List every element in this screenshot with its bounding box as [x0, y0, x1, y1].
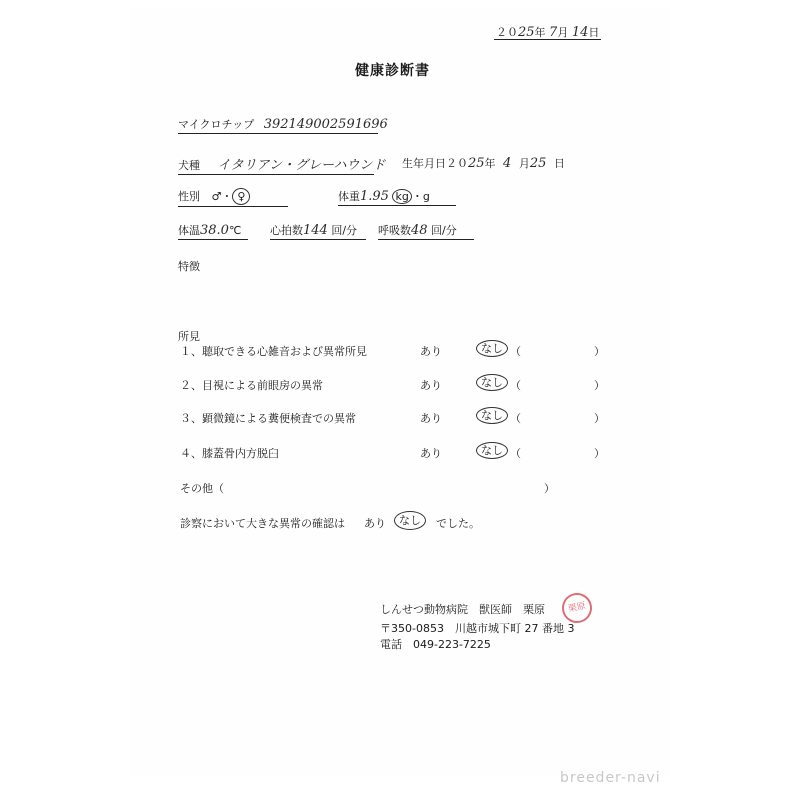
- microchip-row: [178, 116, 388, 134]
- date-day-suffix: 日: [588, 26, 600, 39]
- date-year-prefix: ２０: [496, 26, 518, 39]
- finding-paren-open: （: [510, 412, 521, 425]
- other-label: その他（: [180, 482, 224, 495]
- issue-date: [494, 24, 601, 40]
- birth-label: 生年月日２０: [402, 157, 468, 170]
- finding-yes: あり: [420, 345, 442, 358]
- birth-day-suffix: 日: [553, 157, 565, 170]
- features-label: 特徴: [178, 260, 200, 273]
- temperature-unit: ℃: [228, 224, 242, 237]
- finding-text: ３、顕微鏡による糞便検査での異常: [180, 412, 356, 425]
- respiration-row: [378, 222, 474, 240]
- conclusion-prefix: 診察において大きな異常の確認は: [180, 517, 345, 530]
- sex-label: 性別: [178, 190, 200, 203]
- conclusion-suffix: でした。: [436, 517, 480, 530]
- weight-label: 体重: [338, 190, 360, 203]
- clinic-address: 〒350-0853 川越市城下町 27 番地 3: [380, 622, 575, 635]
- conclusion-no: なし: [399, 514, 421, 527]
- respiration-unit: 回/分: [431, 224, 457, 237]
- temperature-row: [178, 222, 248, 240]
- respiration-value: 48: [411, 223, 428, 238]
- sex-male: ♂: [211, 190, 222, 203]
- finding-text: ２、目視による前眼房の異常: [180, 379, 323, 392]
- sex-female-circled: [232, 188, 250, 205]
- birth-month-suffix: 月: [518, 157, 530, 170]
- watermark: breeder-navi: [560, 770, 661, 786]
- microchip-value: 392149002591696: [263, 117, 388, 132]
- date-year-suffix: 年: [534, 26, 546, 39]
- finding-row: [180, 445, 610, 461]
- finding-paren-open: （: [510, 447, 521, 460]
- breed-row: [178, 154, 386, 175]
- respiration-label: 呼吸数: [378, 224, 411, 237]
- breed-label: 犬種: [178, 159, 200, 172]
- finding-no: なし: [481, 409, 503, 422]
- finding-no: なし: [481, 444, 503, 457]
- finding-no: なし: [481, 376, 503, 389]
- conclusion-yes: あり: [364, 517, 386, 530]
- conclusion-row: [180, 515, 510, 533]
- conclusion-no-circled: [394, 511, 426, 530]
- finding-yes: あり: [420, 447, 442, 460]
- clinic-name: しんせつ動物病院 獣医師 栗原: [380, 603, 545, 616]
- health-certificate: [130, 8, 670, 776]
- finding-yes: あり: [420, 412, 442, 425]
- clinic-phone: 電話 049-223-7225: [380, 638, 491, 651]
- finding-no-circled: [476, 374, 508, 391]
- finding-row: [180, 343, 610, 359]
- finding-paren-open: （: [510, 379, 521, 392]
- date-year: 25: [518, 25, 535, 40]
- breed-value: イタリアン・グレーハウンド: [217, 158, 386, 173]
- finding-row: [180, 377, 610, 393]
- microchip-label: マイクロチップ: [178, 118, 255, 131]
- heart-rate-label: 心拍数: [270, 224, 303, 237]
- weight-dot: ・: [411, 190, 423, 203]
- finding-paren-open: （: [510, 345, 521, 358]
- weight-kg-circled: [392, 189, 411, 204]
- heart-rate-row: [270, 222, 366, 240]
- weight-unit-g: g: [422, 190, 430, 203]
- seal-text: 栗原: [567, 600, 587, 615]
- other-row: [180, 480, 560, 496]
- weight-value: 1.95: [360, 189, 389, 204]
- finding-paren-close: ）: [594, 379, 605, 392]
- sex-female: ♀: [237, 190, 246, 203]
- weight-row: [338, 188, 456, 206]
- birth-row: [402, 155, 565, 171]
- heart-rate-value: 144: [303, 223, 328, 238]
- date-month-suffix: 月: [557, 26, 569, 39]
- finding-no-circled: [476, 407, 508, 424]
- birth-year-suffix: 年: [484, 157, 496, 170]
- temperature-value: 38.0: [200, 223, 229, 238]
- finding-row: [180, 410, 610, 426]
- finding-no-circled: [476, 442, 508, 459]
- sex-row: [178, 188, 288, 207]
- finding-paren-close: ）: [594, 412, 605, 425]
- finding-yes: あり: [420, 379, 442, 392]
- birth-day: 25: [529, 156, 547, 171]
- finding-no-circled: [476, 340, 508, 357]
- date-day: 14: [571, 25, 589, 40]
- birth-month: 4: [503, 156, 512, 171]
- other-paren-close: ）: [544, 482, 555, 495]
- document-title: 健康診断書: [355, 63, 430, 79]
- finding-no: なし: [481, 342, 503, 355]
- findings-label: 所見: [178, 330, 200, 343]
- birth-year: 25: [468, 156, 485, 171]
- finding-paren-close: ）: [594, 447, 605, 460]
- heart-rate-unit: 回/分: [331, 224, 358, 237]
- finding-text: ４、膝蓋骨内方脱臼: [180, 447, 279, 460]
- weight-unit-kg: kg: [395, 190, 409, 203]
- finding-paren-close: ）: [594, 345, 605, 358]
- finding-text: １、聴取できる心雑音および異常所見: [180, 345, 367, 358]
- sex-dot: ・: [221, 190, 233, 203]
- temperature-label: 体温: [178, 224, 200, 237]
- date-month: 7: [549, 25, 558, 40]
